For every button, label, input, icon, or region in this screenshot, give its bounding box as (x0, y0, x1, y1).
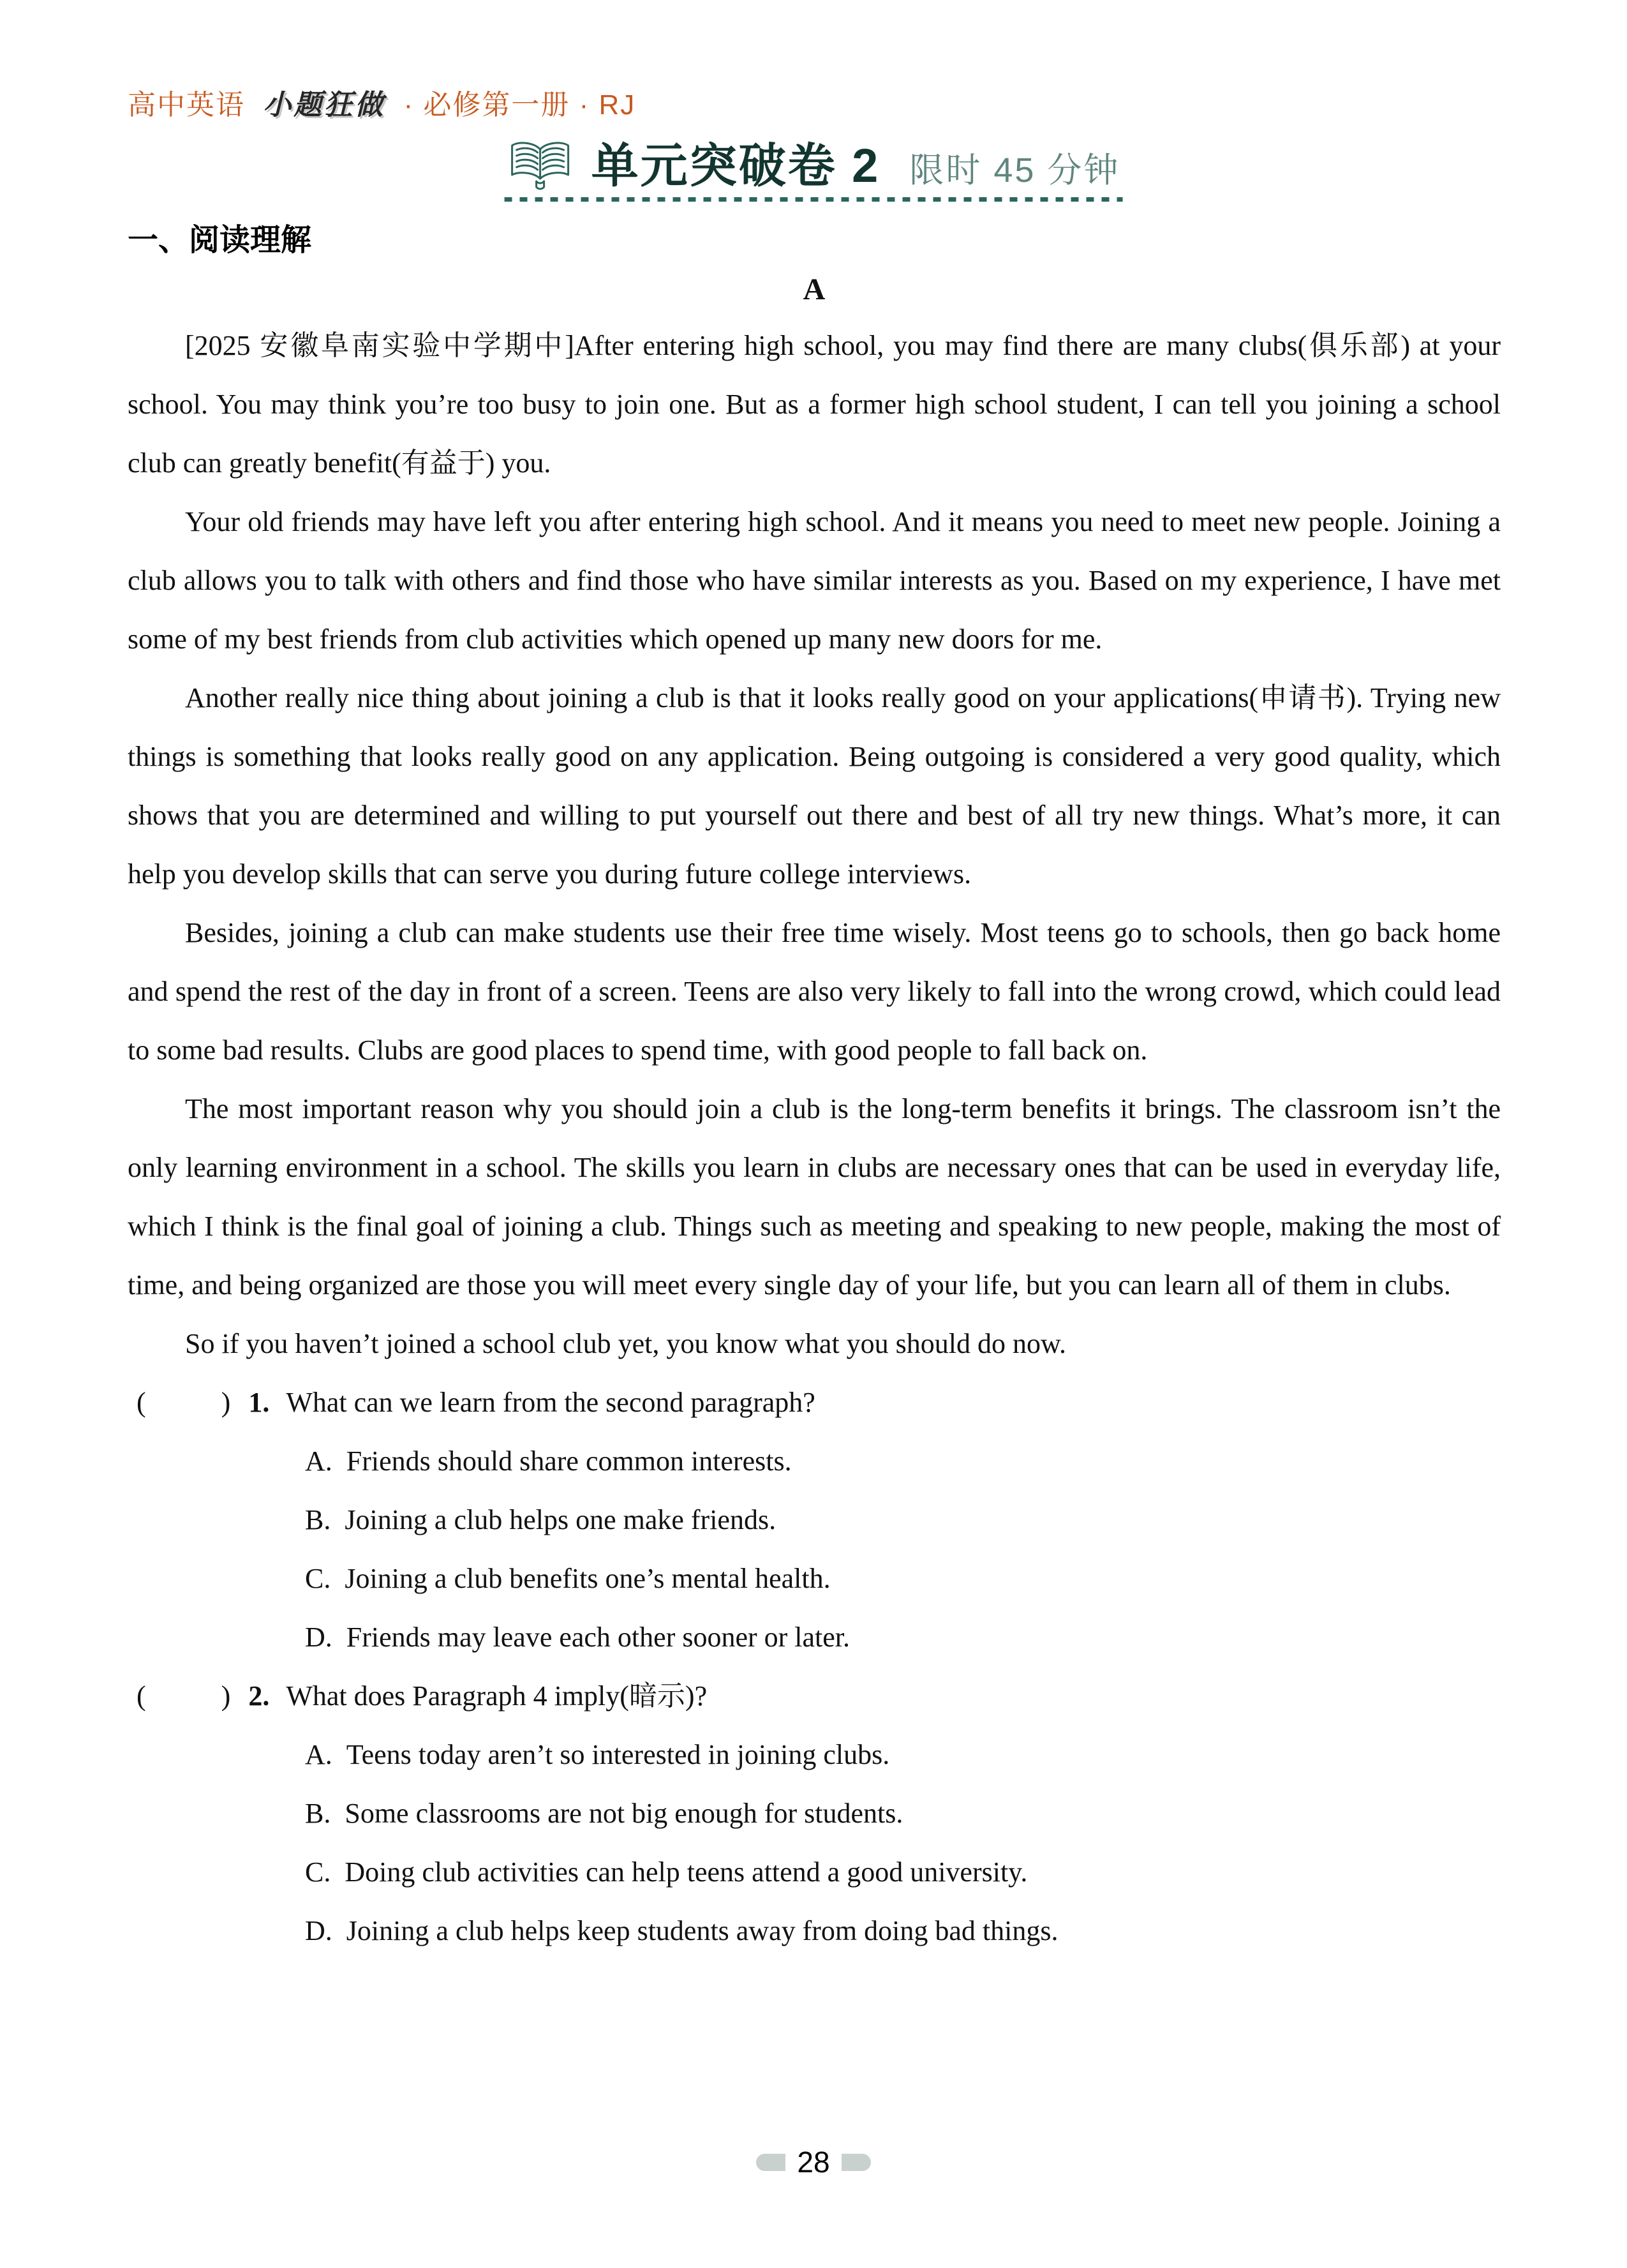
brand-logo: 小题狂做 (263, 89, 386, 121)
question-1-option-a (128, 1432, 1501, 1491)
question-2-option-b (128, 1784, 1501, 1843)
footer-pill-right (842, 2154, 871, 2171)
question-2-option-c (128, 1843, 1501, 1902)
option-label: A. (305, 1445, 332, 1477)
answer-bracket-close: ) (221, 1680, 231, 1712)
passage-section (128, 220, 1501, 1960)
time-limit: 限时 45 分钟 (909, 151, 1120, 190)
option-label: B. (305, 1504, 331, 1535)
question-1 (128, 1373, 1501, 1667)
passage-paragraph: Your old friends may have left you after entering high school. And it means you need to meet new people. Joining a club allows you to talk with others and find those who have similar interests as you. Based on my experience, I have met some of my best friends from club activities which opened up many new doors for me. (128, 506, 1501, 655)
option-text: Joining a club benefits one’s mental health. (345, 1563, 831, 1594)
option-label: A. (305, 1739, 332, 1770)
question-1-option-d (128, 1608, 1501, 1667)
option-text: Friends may leave each other sooner or later. (346, 1622, 851, 1653)
unit-banner (507, 139, 1120, 202)
question-number: 2. (248, 1680, 270, 1712)
option-text: Joining a club helps keep students away from doing bad things. (346, 1915, 1059, 1946)
question-2 (128, 1667, 1501, 1960)
question-2-option-d (128, 1902, 1501, 1960)
section-heading: 一、阅读理解 (128, 223, 312, 257)
option-label: D. (305, 1622, 332, 1653)
unit-title: 单元突破卷 2 (591, 139, 880, 192)
passage-paragraph: Another really nice thing about joining a club is that it looks really good on your applications(申请书). Trying new things is something that looks really good on any application. Being outgoing is considered a very good quality, which shows that you are determined and willing to put yourself out there and best of all try new things. What’s more, it can help you develop skills that can serve you during future college interviews. (128, 682, 1501, 890)
option-text: Joining a club helps one make friends. (345, 1504, 776, 1535)
book-edition: · 必修第一册 · RJ (403, 89, 636, 121)
passage-paragraph: So if you haven’t joined a school club yet, you know what you should do now. (185, 1328, 1066, 1359)
option-text: Doing club activities can help teens attend a good university. (345, 1856, 1028, 1888)
question-stem: What does Paragraph 4 imply(暗示)? (286, 1680, 708, 1712)
option-text: Some classrooms are not big enough for students. (345, 1798, 903, 1829)
passage-paragraph: The most important reason why you should join a club is the long-term benefits it brings. The classroom isn’t the only learning environment in a school. The skills you learn in clubs are necessary ones that can be used in everyday life, which I think is the final goal of joining a club. Things such as meeting and speaking to new people, making the most of time, and being organized are those you will meet every single day of your life, but you can learn all of them in clubs. (128, 1093, 1501, 1301)
running-head (128, 82, 635, 123)
page-number: 28 (797, 2145, 830, 2179)
passage-label: A (803, 272, 826, 306)
answer-bracket-open: ( (137, 1680, 146, 1712)
course-name: 高中英语 (128, 89, 245, 121)
question-stem: What can we learn from the second paragraph? (286, 1387, 815, 1418)
question-number: 1. (248, 1387, 270, 1418)
option-label: C. (305, 1856, 331, 1888)
question-2-option-a (128, 1726, 1501, 1784)
open-book-icon (507, 139, 574, 191)
question-1-option-b (128, 1491, 1501, 1549)
footer-pill-left (756, 2154, 785, 2171)
question-1-stem-line (128, 1373, 1501, 1432)
passage-paragraph: Besides, joining a club can make students use their free time wisely. Most teens go to schools, then go back home and spend the rest of the day in front of a screen. Teens are also very likely to fall into the wrong crowd, which could lead to some bad results. Clubs are good places to spend time, with good people to fall back on. (128, 917, 1501, 1066)
answer-bracket-close: ) (221, 1387, 231, 1418)
option-label: B. (305, 1798, 331, 1829)
question-2-stem-line (128, 1667, 1501, 1726)
page-footer (0, 2147, 1627, 2177)
option-text: Friends should share common interests. (346, 1445, 792, 1477)
option-label: C. (305, 1563, 331, 1594)
option-label: D. (305, 1915, 332, 1946)
option-text: Teens today aren’t so interested in joining clubs. (346, 1739, 890, 1770)
passage-paragraph: [2025 安徽阜南实验中学期中]After entering high school, you may find there are many clubs(俱乐部) at your school. You may think you’re too busy to join one. But as a former high school student, I can tell you joining a school club can greatly benefit(有益于) you. (128, 330, 1501, 479)
answer-bracket-open: ( (137, 1387, 146, 1418)
question-1-option-c (128, 1549, 1501, 1608)
